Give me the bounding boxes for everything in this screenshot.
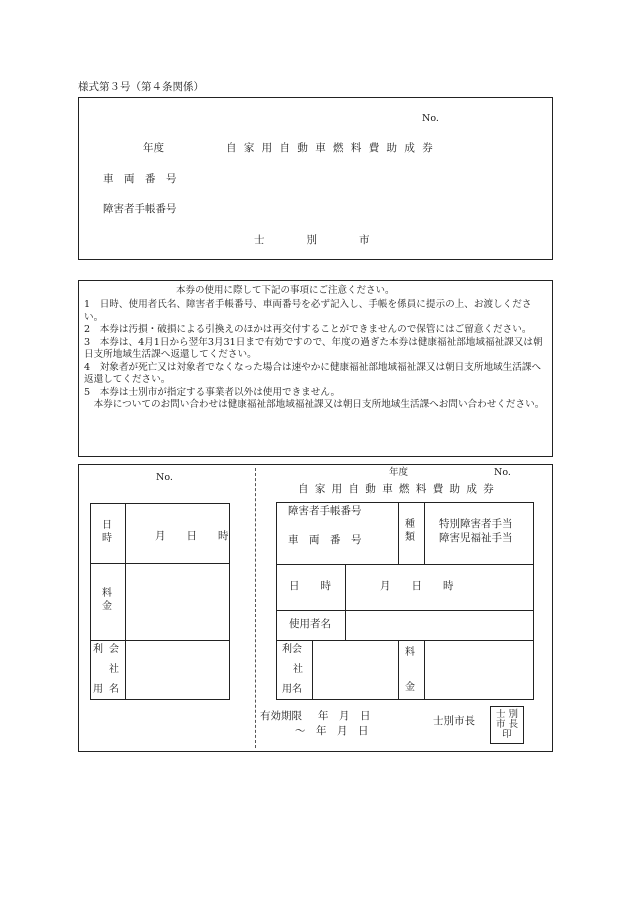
- voucher-datetime-value: 月 日 時: [380, 580, 454, 592]
- voucher-category-label-bottom: 類: [405, 532, 415, 543]
- notes-item: 1 日時、使用者氏名、障害者手帳番号、車両番号を必ず記入し、手帳を係員に提示の上、お渡しください。: [84, 299, 532, 323]
- validity-from: 年 月 日: [318, 710, 371, 722]
- stub-company-label: 用: [93, 684, 103, 695]
- seal-line: 市 長: [495, 719, 519, 731]
- notes-item: 本券についてのお問い合わせは健康福祉部地域福祉課又は朝日支所地域生活課へお問い合わせください。: [84, 399, 545, 410]
- form-label: 様式第３号（第４条関係）: [78, 81, 204, 93]
- stub-company-label: 利: [93, 644, 103, 655]
- header-no-label: No.: [422, 113, 439, 124]
- seal-line: 印: [502, 728, 512, 740]
- stub-fee-label-bottom: 金: [102, 601, 112, 612]
- voucher-user-name-label: 使用者名: [289, 618, 331, 630]
- voucher-no-label: No.: [494, 467, 511, 478]
- notes-item: 4 対象者が死亡又は対象者でなくなった場合は速やかに健康福祉部地域福祉課又は朝日支所地域生活課へ返還してください。: [84, 361, 542, 385]
- voucher-datetime-label: 日 時: [289, 580, 331, 592]
- voucher-company-label: 利会: [282, 644, 302, 655]
- voucher-title: 自 家 用 自 動 車 燃 料 費 助 成 券: [298, 483, 496, 495]
- header-year-label: 年度: [143, 142, 164, 154]
- voucher-category-label-top: 種: [405, 519, 415, 530]
- stub-fee-label-top: 料: [102, 588, 112, 599]
- seal-line: 士 別: [495, 709, 519, 721]
- mayor-seal: [490, 706, 524, 744]
- voucher-fee-label-top: 料: [405, 647, 415, 658]
- validity-label: 有効期限: [260, 710, 302, 722]
- stub-company-label: 社: [109, 664, 119, 675]
- stub-datetime-label-bottom: 時: [102, 533, 112, 544]
- stub-no-label: No.: [156, 472, 173, 483]
- stub-datetime-value: 月 日 時: [155, 530, 229, 542]
- voucher-vehicle-number-label: 車 両 番 号: [288, 534, 362, 546]
- header-vehicle-number-label: 車 両 番 号: [103, 173, 177, 185]
- validity-to: ～ 年 月 日: [295, 725, 369, 737]
- stub-datetime-label-top: 日: [102, 520, 112, 531]
- notes-item: 3 本券は、4月1日から翌年3月31日まで有効ですので、年度の過ぎた本券は健康福祉部地域福祉課又は朝日支所地域生活課へ返還してください。: [84, 336, 543, 360]
- perforation-line: [255, 468, 256, 748]
- header-city-name: 士 別 市: [254, 234, 370, 246]
- voucher-allowance-special: 特別障害者手当: [439, 518, 513, 530]
- voucher-year-label: 年度: [389, 467, 409, 478]
- voucher-allowance-child: 障害児福祉手当: [439, 532, 513, 544]
- notes-list: [84, 299, 548, 412]
- voucher-fee-label-bottom: 金: [405, 682, 415, 693]
- stub-company-label: 会: [109, 644, 119, 655]
- voucher-company-label: 社: [293, 664, 303, 675]
- header-handbook-number-label: 障害者手帳番号: [103, 203, 177, 215]
- notes-heading: 本券の使用に際して下記の事項にご注意ください。: [176, 285, 395, 296]
- mayor-label: 士別市長: [433, 715, 475, 727]
- voucher-handbook-number-label: 障害者手帳番号: [288, 505, 362, 517]
- notes-item: 5 本券は士別市が指定する事業者以外は使用できません。: [84, 386, 341, 398]
- notes-item: 2 本券は汚損・破損による引換えのほかは再交付することができませんので保管にはご留意ください。: [84, 324, 532, 335]
- header-title: 自 家 用 自 動 車 燃 料 費 助 成 券: [226, 142, 435, 154]
- voucher-company-label: 用名: [282, 684, 302, 695]
- stub-company-label: 名: [109, 684, 119, 695]
